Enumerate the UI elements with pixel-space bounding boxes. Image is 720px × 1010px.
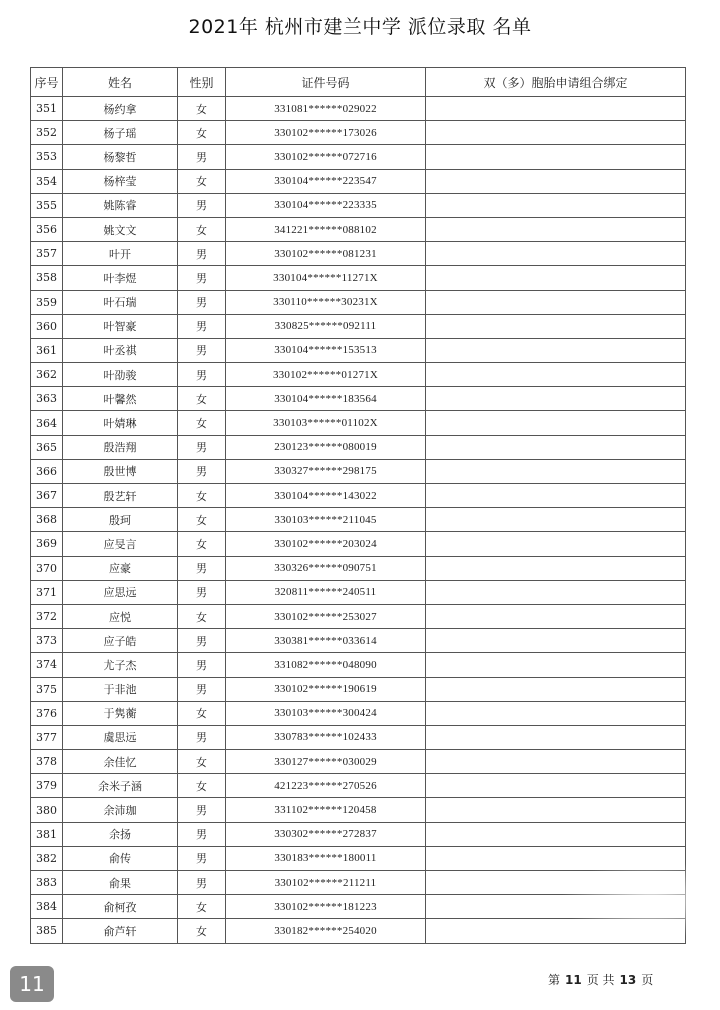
footer-suffix: 页 [641,973,654,987]
table-row [31,629,686,653]
cell-gender: 女 [178,750,226,774]
cell-seq: 351 [31,97,63,121]
cell-gender: 女 [178,387,226,411]
cell-name: 殷世博 [63,459,178,483]
cell-twin-binding [426,508,686,532]
cell-twin-binding [426,169,686,193]
cell-seq: 359 [31,290,63,314]
cell-seq: 360 [31,314,63,338]
table-row [31,97,686,121]
cell-gender: 男 [178,193,226,217]
cell-name: 叶智豪 [63,314,178,338]
cell-name: 殷浩翔 [63,435,178,459]
cell-twin-binding [426,532,686,556]
table-row [31,677,686,701]
cell-gender: 男 [178,145,226,169]
cell-name: 殷艺轩 [63,484,178,508]
cell-seq: 352 [31,121,63,145]
cell-twin-binding [426,895,686,919]
cell-twin-binding [426,338,686,362]
cell-gender: 女 [178,97,226,121]
cell-id: 330825******092111 [226,314,426,338]
cell-seq: 354 [31,169,63,193]
cell-gender: 女 [178,217,226,241]
cell-seq: 377 [31,725,63,749]
table-row [31,338,686,362]
cell-name: 杨梓莹 [63,169,178,193]
cell-gender: 男 [178,822,226,846]
cell-twin-binding [426,725,686,749]
cell-gender: 男 [178,871,226,895]
cell-name: 应悦 [63,604,178,628]
footer-prefix: 第 [548,973,561,987]
cell-twin-binding [426,242,686,266]
cell-seq: 358 [31,266,63,290]
cell-gender: 男 [178,798,226,822]
table-row [31,846,686,870]
cell-seq: 381 [31,822,63,846]
cell-seq: 371 [31,580,63,604]
cell-twin-binding [426,314,686,338]
cell-id: 330127******030029 [226,750,426,774]
cell-gender: 男 [178,338,226,362]
cell-twin-binding [426,653,686,677]
cell-twin-binding [426,459,686,483]
cell-twin-binding [426,411,686,435]
cell-twin-binding [426,580,686,604]
cell-seq: 374 [31,653,63,677]
cell-id: 330102******072716 [226,145,426,169]
cell-twin-binding [426,798,686,822]
cell-gender: 男 [178,363,226,387]
cell-gender: 男 [178,266,226,290]
cell-gender: 男 [178,725,226,749]
table-row [31,290,686,314]
cell-twin-binding [426,484,686,508]
cell-id: 330102******211211 [226,871,426,895]
cell-id: 330102******253027 [226,604,426,628]
cell-name: 尤子杰 [63,653,178,677]
cell-seq: 379 [31,774,63,798]
cell-seq: 383 [31,871,63,895]
cell-twin-binding [426,701,686,725]
cell-seq: 365 [31,435,63,459]
cell-id: 330110******30231X [226,290,426,314]
cell-id: 330381******033614 [226,629,426,653]
table-row [31,145,686,169]
cell-twin-binding [426,145,686,169]
cell-id: 330327******298175 [226,459,426,483]
cell-gender: 男 [178,846,226,870]
cell-gender: 女 [178,484,226,508]
table-row [31,193,686,217]
table-row [31,725,686,749]
table-header-row [31,68,686,97]
cell-name: 俞传 [63,846,178,870]
table-row [31,242,686,266]
cell-name: 姚文文 [63,217,178,241]
header-name: 姓名 [63,68,178,97]
cell-seq: 362 [31,363,63,387]
cell-seq: 376 [31,701,63,725]
cell-id: 330302******272837 [226,822,426,846]
cell-twin-binding [426,387,686,411]
cell-name: 叶开 [63,242,178,266]
cell-seq: 378 [31,750,63,774]
cell-id: 330103******01102X [226,411,426,435]
cell-id: 330102******01271X [226,363,426,387]
footer-total-pages: 13 [619,973,637,987]
cell-seq: 367 [31,484,63,508]
cell-name: 应子皓 [63,629,178,653]
cell-gender: 女 [178,169,226,193]
header-gender: 性别 [178,68,226,97]
cell-seq: 382 [31,846,63,870]
cell-id: 330182******254020 [226,919,426,943]
cell-name: 叶婧琳 [63,411,178,435]
table-row [31,508,686,532]
table-body [31,97,686,944]
cell-gender: 男 [178,580,226,604]
table-row [31,556,686,580]
table-row [31,217,686,241]
cell-name: 余米子涵 [63,774,178,798]
cell-name: 虞思远 [63,725,178,749]
cell-id: 330104******143022 [226,484,426,508]
cell-id: 330104******223335 [226,193,426,217]
cell-name: 叶李煜 [63,266,178,290]
cell-seq: 357 [31,242,63,266]
cell-gender: 男 [178,556,226,580]
cell-name: 应旻言 [63,532,178,556]
cell-twin-binding [426,363,686,387]
cell-id: 330104******183564 [226,387,426,411]
cell-name: 余沛珈 [63,798,178,822]
table-row [31,459,686,483]
table-row [31,387,686,411]
cell-seq: 366 [31,459,63,483]
cell-name: 余佳忆 [63,750,178,774]
cell-twin-binding [426,846,686,870]
cell-gender: 女 [178,532,226,556]
cell-name: 叶石瑞 [63,290,178,314]
cell-id: 330326******090751 [226,556,426,580]
cell-seq: 380 [31,798,63,822]
cell-twin-binding [426,677,686,701]
table-row [31,798,686,822]
cell-id: 330102******203024 [226,532,426,556]
cell-twin-binding [426,266,686,290]
cell-id: 331082******048090 [226,653,426,677]
footer-mid: 页 共 [586,973,615,987]
table-row [31,484,686,508]
header-seq: 序号 [31,68,63,97]
table-row [31,653,686,677]
cell-seq: 353 [31,145,63,169]
table-row [31,121,686,145]
cell-seq: 356 [31,217,63,241]
cell-id: 330102******190619 [226,677,426,701]
cell-name: 叶劭骏 [63,363,178,387]
header-twin-binding: 双（多）胞胎申请组合绑定 [426,68,686,97]
cell-id: 330103******300424 [226,701,426,725]
cell-seq: 372 [31,604,63,628]
cell-id: 330104******153513 [226,338,426,362]
table-row [31,411,686,435]
cell-gender: 女 [178,604,226,628]
table-row [31,701,686,725]
cell-twin-binding [426,604,686,628]
table-row [31,750,686,774]
cell-seq: 370 [31,556,63,580]
cell-seq: 369 [31,532,63,556]
cell-seq: 368 [31,508,63,532]
cell-seq: 384 [31,895,63,919]
cell-gender: 女 [178,919,226,943]
cell-id: 330104******11271X [226,266,426,290]
cell-seq: 355 [31,193,63,217]
cell-seq: 385 [31,919,63,943]
table-row [31,532,686,556]
cell-id: 330103******211045 [226,508,426,532]
cell-id: 341221******088102 [226,217,426,241]
cell-twin-binding [426,193,686,217]
cell-seq: 364 [31,411,63,435]
cell-gender: 男 [178,314,226,338]
admission-roster-table [30,67,686,944]
cell-seq: 373 [31,629,63,653]
cell-id: 331102******120458 [226,798,426,822]
table-row [31,169,686,193]
cell-gender: 女 [178,121,226,145]
cell-id: 421223******270526 [226,774,426,798]
table-row [31,580,686,604]
cell-name: 殷珂 [63,508,178,532]
cell-twin-binding [426,750,686,774]
cell-gender: 男 [178,629,226,653]
cell-name: 杨约拿 [63,97,178,121]
cell-id: 330102******081231 [226,242,426,266]
cell-gender: 男 [178,242,226,266]
cell-twin-binding [426,97,686,121]
header-id: 证件号码 [226,68,426,97]
cell-gender: 男 [178,677,226,701]
cell-gender: 男 [178,290,226,314]
cell-id: 331081******029022 [226,97,426,121]
cell-name: 于非池 [63,677,178,701]
table-row [31,895,686,919]
cell-twin-binding [426,919,686,943]
cell-gender: 男 [178,653,226,677]
cell-name: 叶馨然 [63,387,178,411]
cell-name: 于隽蘅 [63,701,178,725]
cell-id: 330783******102433 [226,725,426,749]
cell-twin-binding [426,556,686,580]
cell-id: 330104******223547 [226,169,426,193]
cell-twin-binding [426,871,686,895]
cell-id: 320811******240511 [226,580,426,604]
cell-gender: 男 [178,459,226,483]
cell-gender: 女 [178,895,226,919]
cell-name: 杨子瑶 [63,121,178,145]
cell-name: 应豪 [63,556,178,580]
table-row [31,822,686,846]
footer-current-page: 11 [565,973,582,987]
table-row [31,435,686,459]
cell-id: 230123******080019 [226,435,426,459]
table-row [31,604,686,628]
cell-twin-binding [426,121,686,145]
cell-gender: 女 [178,411,226,435]
cell-twin-binding [426,217,686,241]
page-footer [548,971,653,988]
cell-twin-binding [426,774,686,798]
table-row [31,363,686,387]
cell-id: 330102******181223 [226,895,426,919]
cell-name: 余扬 [63,822,178,846]
page-title: 2021年 杭州市建兰中学 派位录取 名单 [188,16,532,38]
cell-name: 俞芦轩 [63,919,178,943]
cell-name: 姚陈睿 [63,193,178,217]
cell-name: 俞柯孜 [63,895,178,919]
cell-seq: 363 [31,387,63,411]
cell-twin-binding [426,290,686,314]
cell-gender: 女 [178,774,226,798]
table-row [31,266,686,290]
cell-id: 330183******180011 [226,846,426,870]
cell-twin-binding [426,822,686,846]
table-row [31,919,686,943]
cell-name: 杨黎哲 [63,145,178,169]
cell-id: 330102******173026 [226,121,426,145]
cell-seq: 375 [31,677,63,701]
table-row [31,774,686,798]
cell-name: 应思远 [63,580,178,604]
cell-gender: 女 [178,701,226,725]
cell-name: 俞果 [63,871,178,895]
cell-gender: 男 [178,435,226,459]
cell-gender: 女 [178,508,226,532]
cell-seq: 361 [31,338,63,362]
table-row [31,871,686,895]
table-row [31,314,686,338]
cell-twin-binding [426,435,686,459]
cell-twin-binding [426,629,686,653]
page-number-badge: 11 [10,966,54,1002]
cell-name: 叶丞祺 [63,338,178,362]
